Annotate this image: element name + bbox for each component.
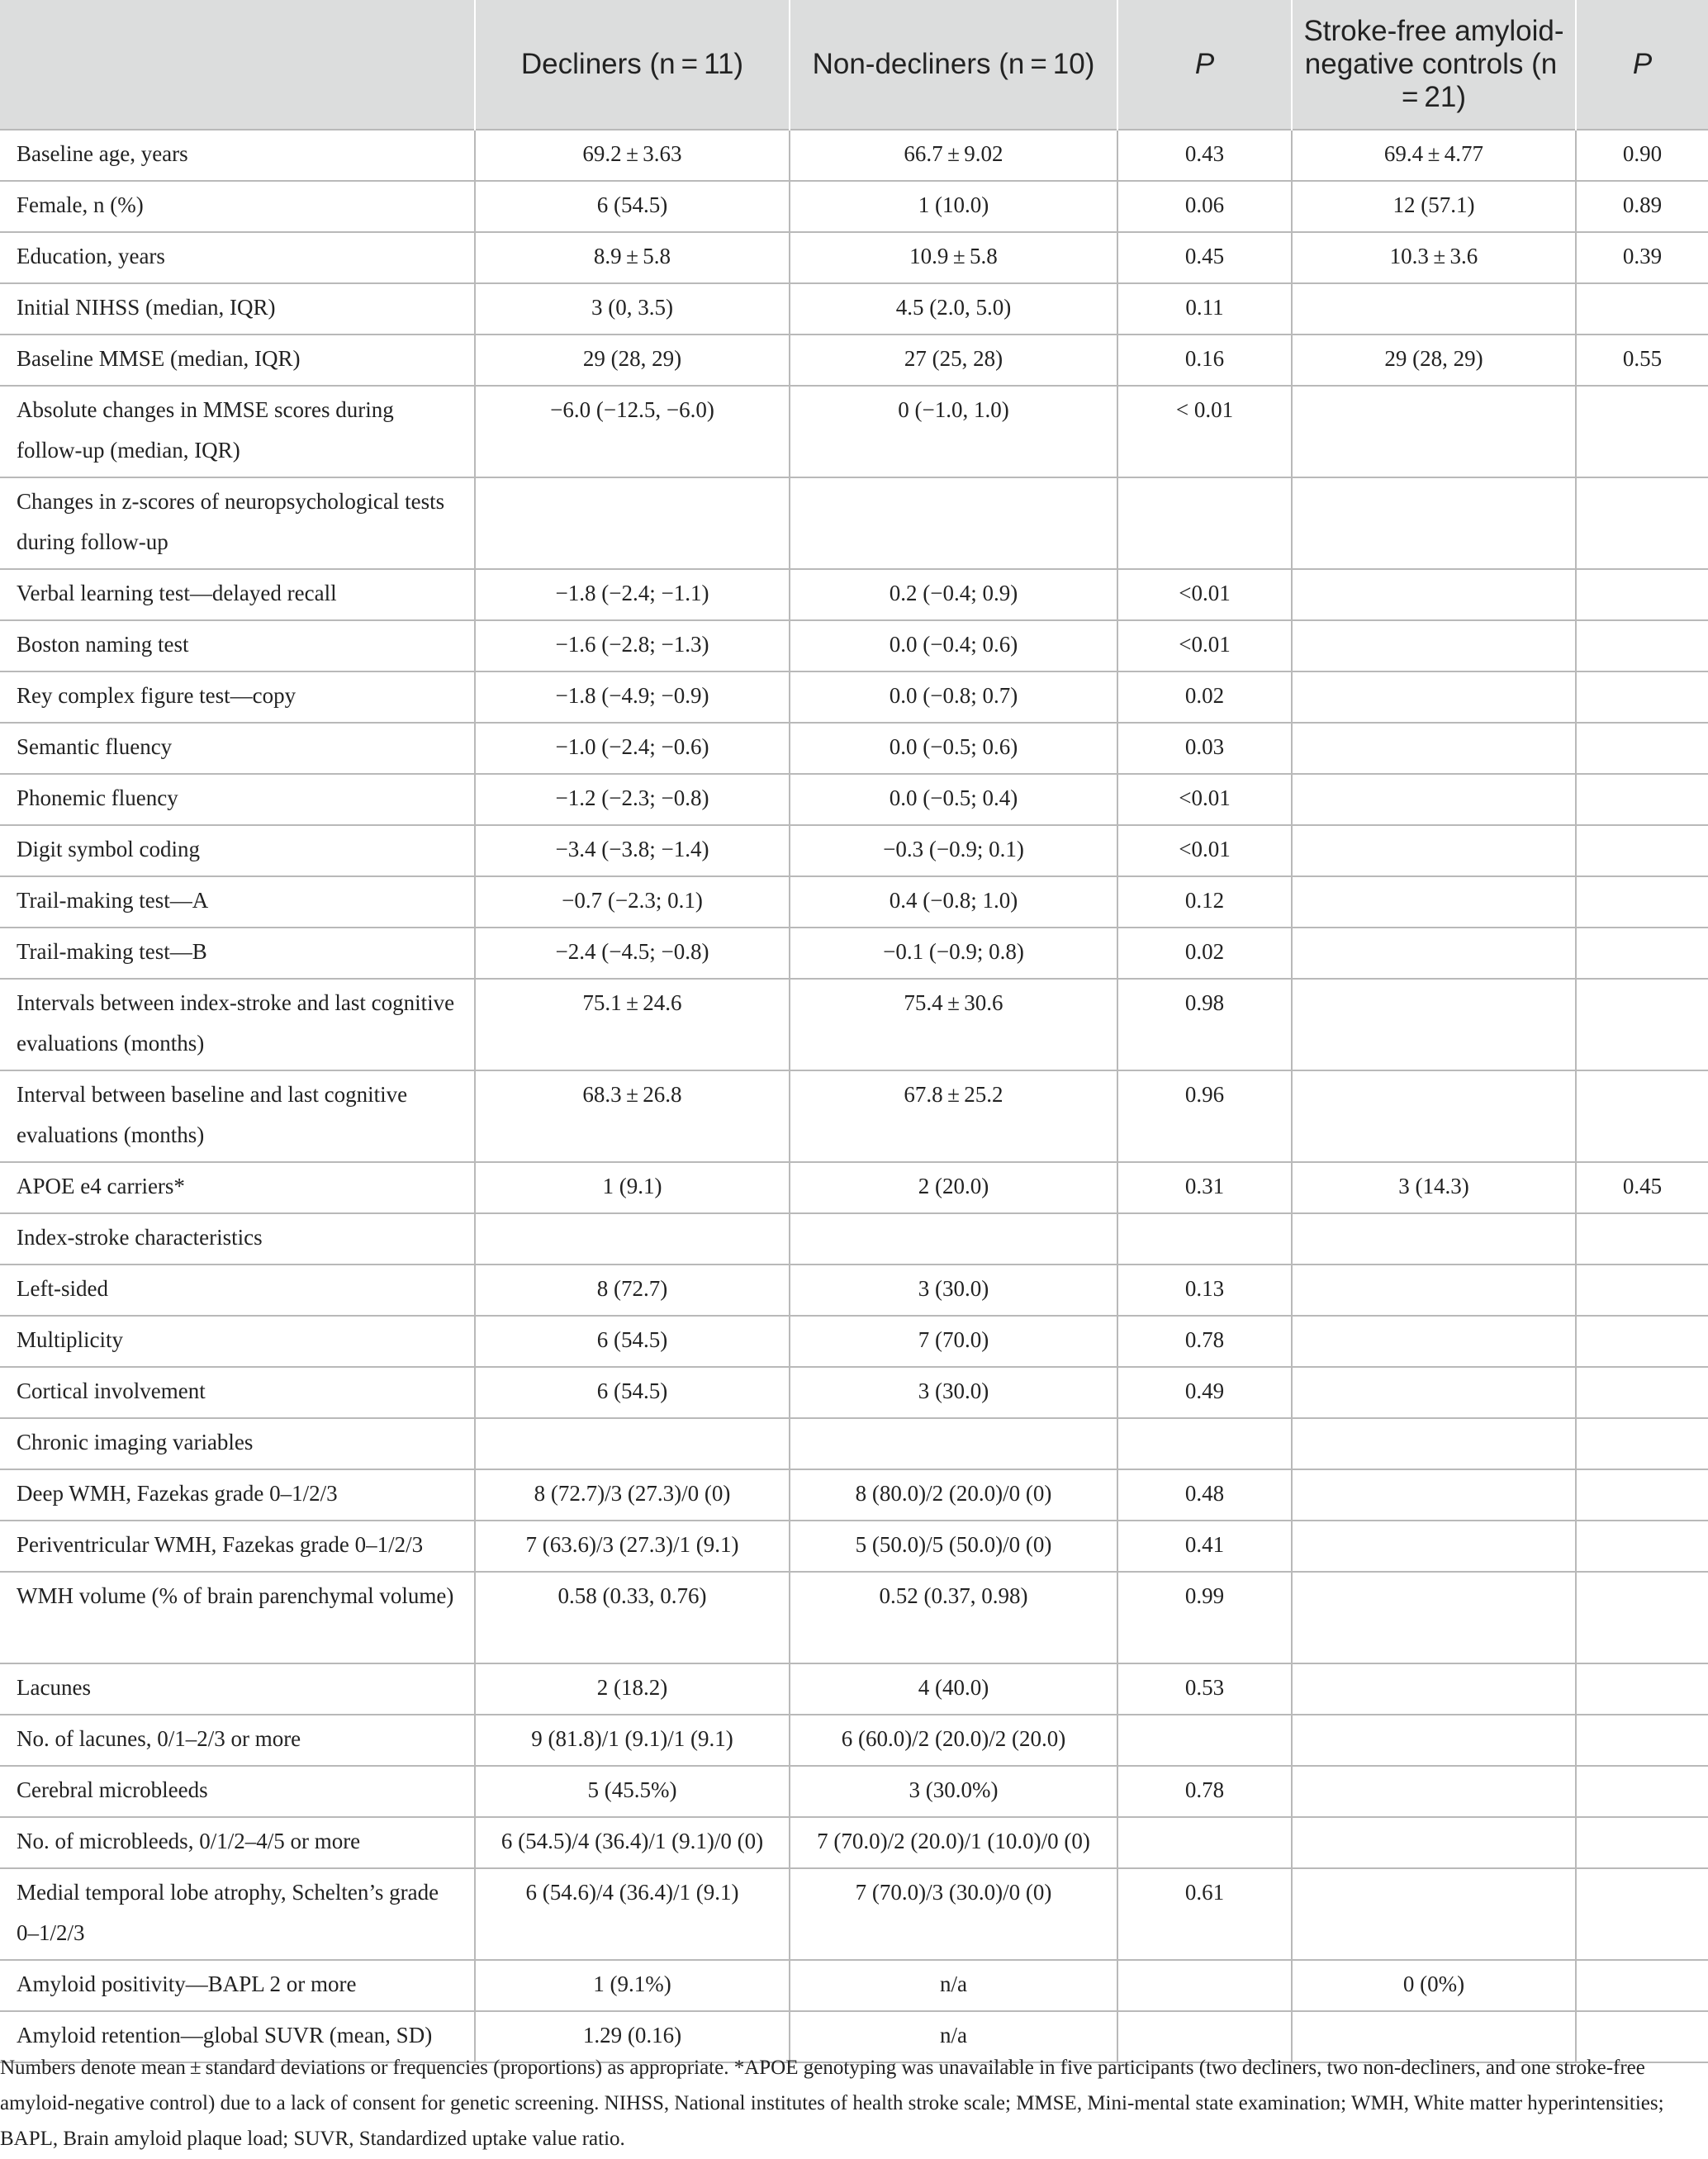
row-label: Amyloid positivity—BAPL 2 or more [0, 1960, 475, 2011]
non-decliners-cell: 8 (80.0)/2 (20.0)/0 (0) [790, 1469, 1117, 1521]
table-row [0, 335, 1708, 386]
table-body [0, 130, 1708, 2062]
decliners-cell: −1.2 (−2.3; −0.8) [475, 774, 790, 825]
decliners-cell: −3.4 (−3.8; −1.4) [475, 825, 790, 876]
p-value-cell: 0.61 [1117, 1868, 1292, 1960]
decliners-cell: 1.29 (0.16) [475, 2011, 790, 2062]
row-label: Multiplicity [0, 1316, 475, 1367]
row-label: No. of microbleeds, 0/1/2–4/5 or more [0, 1817, 475, 1868]
non-decliners-cell [790, 477, 1117, 569]
decliners-cell: 8 (72.7) [475, 1265, 790, 1316]
row-label: Lacunes [0, 1663, 475, 1715]
p-value-cell: <0.01 [1117, 620, 1292, 671]
table-footnote: Numbers denote mean ± standard deviations or frequencies (proportions) as appropriate. *APOE genotyping was unavailable in five participants (two decliners, two non-decliners, and one stroke-free amyloid-negative control) due to a lack of consent for genetic screening. NIHSS, National institutes of health stroke scale; MMSE, Mini-mental state examination; WMH, White matter hyperintensities; BAPL, Brain amyloid plaque load; SUVR, Standardized uptake value ratio. [0, 2057, 1664, 2150]
non-decliners-cell: 6 (60.0)/2 (20.0)/2 (20.0) [790, 1715, 1117, 1766]
controls-cell [1292, 1265, 1576, 1316]
controls-p-value-cell [1576, 723, 1708, 774]
decliners-cell: −0.7 (−2.3; 0.1) [475, 876, 790, 928]
controls-cell: 69.4 ± 4.77 [1292, 130, 1576, 181]
p-value-cell: 0.45 [1117, 232, 1292, 283]
controls-p-value-cell [1576, 477, 1708, 569]
row-label: Rey complex figure test—copy [0, 671, 475, 723]
decliners-cell: 6 (54.5)/4 (36.4)/1 (9.1)/0 (0) [475, 1817, 790, 1868]
table-row [0, 825, 1708, 876]
controls-cell [1292, 1469, 1576, 1521]
row-label: Index-stroke characteristics [0, 1213, 475, 1265]
controls-cell [1292, 569, 1576, 620]
table-row [0, 774, 1708, 825]
controls-p-value-cell [1576, 928, 1708, 979]
controls-cell [1292, 671, 1576, 723]
controls-cell [1292, 1418, 1576, 1469]
table-row [0, 1265, 1708, 1316]
p-value-cell: 0.16 [1117, 335, 1292, 386]
controls-cell [1292, 477, 1576, 569]
non-decliners-cell: 0.52 (0.37, 0.98) [790, 1572, 1117, 1663]
non-decliners-cell: −0.3 (−0.9; 0.1) [790, 825, 1117, 876]
p-value-cell: 0.53 [1117, 1663, 1292, 1715]
p-value-cell: 0.06 [1117, 181, 1292, 232]
table-row [0, 477, 1708, 569]
non-decliners-cell: 66.7 ± 9.02 [790, 130, 1117, 181]
row-label: Boston naming test [0, 620, 475, 671]
table-row [0, 283, 1708, 335]
controls-cell: 29 (28, 29) [1292, 335, 1576, 386]
p-value-cell [1117, 1960, 1292, 2011]
decliners-cell: 8.9 ± 5.8 [475, 232, 790, 283]
decliners-cell: 6 (54.5) [475, 181, 790, 232]
table-row [0, 1715, 1708, 1766]
table-row [0, 386, 1708, 477]
p-value-cell: 0.31 [1117, 1162, 1292, 1213]
controls-p-value-cell [1576, 1316, 1708, 1367]
controls-p-value-cell [1576, 1817, 1708, 1868]
controls-cell: 3 (14.3) [1292, 1162, 1576, 1213]
row-label: Absolute changes in MMSE scores during follow-up (median, IQR) [0, 386, 475, 477]
decliners-cell: 6 (54.5) [475, 1316, 790, 1367]
decliners-cell: 1 (9.1%) [475, 1960, 790, 2011]
controls-cell [1292, 1715, 1576, 1766]
p-value-cell [1117, 1418, 1292, 1469]
row-label: Cortical involvement [0, 1367, 475, 1418]
controls-cell [1292, 283, 1576, 335]
controls-p-value-cell: 0.89 [1576, 181, 1708, 232]
decliners-cell: 7 (63.6)/3 (27.3)/1 (9.1) [475, 1521, 790, 1572]
non-decliners-cell: n/a [790, 2011, 1117, 2062]
controls-cell: 0 (0%) [1292, 1960, 1576, 2011]
non-decliners-cell: 0 (−1.0, 1.0) [790, 386, 1117, 477]
p-value-cell [1117, 1715, 1292, 1766]
decliners-cell: 2 (18.2) [475, 1663, 790, 1715]
table-row [0, 1367, 1708, 1418]
decliners-cell: −1.0 (−2.4; −0.6) [475, 723, 790, 774]
decliners-cell: 8 (72.7)/3 (27.3)/0 (0) [475, 1469, 790, 1521]
controls-p-value-cell [1576, 386, 1708, 477]
decliners-cell: −1.8 (−4.9; −0.9) [475, 671, 790, 723]
row-label: Interval between baseline and last cognitive evaluations (months) [0, 1070, 475, 1162]
non-decliners-cell: n/a [790, 1960, 1117, 2011]
table-row [0, 671, 1708, 723]
table-row [0, 979, 1708, 1070]
controls-cell [1292, 774, 1576, 825]
p-value-cell: <0.01 [1117, 825, 1292, 876]
controls-p-value-cell [1576, 1213, 1708, 1265]
row-label: Initial NIHSS (median, IQR) [0, 283, 475, 335]
controls-p-value-cell: 0.55 [1576, 335, 1708, 386]
controls-cell [1292, 386, 1576, 477]
controls-p-value-cell [1576, 671, 1708, 723]
controls-p-value-cell [1576, 1521, 1708, 1572]
non-decliners-cell: 0.0 (−0.5; 0.4) [790, 774, 1117, 825]
controls-p-value-cell [1576, 569, 1708, 620]
row-label: Medial temporal lobe atrophy, Schelten’s grade 0–1/2/3 [0, 1868, 475, 1960]
controls-cell [1292, 1766, 1576, 1817]
header-non-decliners: Non-decliners (n = 10) [790, 0, 1117, 130]
non-decliners-cell: 10.9 ± 5.8 [790, 232, 1117, 283]
table-row [0, 1766, 1708, 1817]
row-label: APOE e4 carriers* [0, 1162, 475, 1213]
controls-p-value-cell [1576, 1766, 1708, 1817]
decliners-cell: 68.3 ± 26.8 [475, 1070, 790, 1162]
controls-p-value-cell [1576, 979, 1708, 1070]
controls-p-value-cell [1576, 1265, 1708, 1316]
controls-cell: 12 (57.1) [1292, 181, 1576, 232]
p-value-cell: < 0.01 [1117, 386, 1292, 477]
controls-p-value-cell [1576, 1070, 1708, 1162]
row-label: Baseline age, years [0, 130, 475, 181]
table-row [0, 876, 1708, 928]
non-decliners-cell: 75.4 ± 30.6 [790, 979, 1117, 1070]
row-label: Left-sided [0, 1265, 475, 1316]
decliners-cell: 6 (54.5) [475, 1367, 790, 1418]
table-row [0, 1418, 1708, 1469]
header-row [0, 0, 1708, 130]
non-decliners-cell: 3 (30.0%) [790, 1766, 1117, 1817]
non-decliners-cell: −0.1 (−0.9; 0.8) [790, 928, 1117, 979]
row-label: Cerebral microbleeds [0, 1766, 475, 1817]
p-value-cell: 0.11 [1117, 283, 1292, 335]
non-decliners-cell [790, 1418, 1117, 1469]
p-value-cell: <0.01 [1117, 774, 1292, 825]
decliners-cell: 1 (9.1) [475, 1162, 790, 1213]
controls-cell [1292, 620, 1576, 671]
controls-p-value-cell [1576, 1572, 1708, 1663]
p-value-cell: 0.48 [1117, 1469, 1292, 1521]
p-value-cell: 0.41 [1117, 1521, 1292, 1572]
row-label: Female, n (%) [0, 181, 475, 232]
table-row [0, 1469, 1708, 1521]
controls-cell: 10.3 ± 3.6 [1292, 232, 1576, 283]
controls-p-value-cell [1576, 1960, 1708, 2011]
p-value-cell: 0.13 [1117, 1265, 1292, 1316]
p-value-cell: 0.78 [1117, 1316, 1292, 1367]
row-label: No. of lacunes, 0/1–2/3 or more [0, 1715, 475, 1766]
controls-p-value-cell [1576, 1418, 1708, 1469]
controls-p-value-cell [1576, 1868, 1708, 1960]
row-label: Amyloid retention—global SUVR (mean, SD) [0, 2011, 475, 2062]
table-row [0, 1572, 1708, 1663]
row-label: Trail-making test—B [0, 928, 475, 979]
non-decliners-cell: 27 (25, 28) [790, 335, 1117, 386]
decliners-cell: 5 (45.5%) [475, 1766, 790, 1817]
controls-p-value-cell [1576, 1715, 1708, 1766]
row-label: Changes in z-scores of neuropsychological tests during follow-up [0, 477, 475, 569]
table-row [0, 569, 1708, 620]
header-p-value-2: P [1576, 0, 1708, 130]
p-value-cell: 0.03 [1117, 723, 1292, 774]
table-row [0, 1960, 1708, 2011]
table-row [0, 1070, 1708, 1162]
p-value-cell: 0.49 [1117, 1367, 1292, 1418]
controls-cell [1292, 1521, 1576, 1572]
table-row [0, 1663, 1708, 1715]
decliners-cell: 69.2 ± 3.63 [475, 130, 790, 181]
controls-cell [1292, 979, 1576, 1070]
controls-cell [1292, 928, 1576, 979]
controls-p-value-cell [1576, 774, 1708, 825]
p-value-cell [1117, 1213, 1292, 1265]
non-decliners-cell: 0.2 (−0.4; 0.9) [790, 569, 1117, 620]
controls-cell [1292, 1868, 1576, 1960]
non-decliners-cell: 2 (20.0) [790, 1162, 1117, 1213]
table-row [0, 928, 1708, 979]
decliners-cell [475, 1418, 790, 1469]
row-label: WMH volume (% of brain parenchymal volume) [0, 1572, 475, 1663]
header-variable [0, 0, 475, 130]
p-value-cell: <0.01 [1117, 569, 1292, 620]
decliners-cell: 75.1 ± 24.6 [475, 979, 790, 1070]
controls-cell [1292, 1817, 1576, 1868]
decliners-cell: −1.6 (−2.8; −1.3) [475, 620, 790, 671]
table-row [0, 232, 1708, 283]
non-decliners-cell: 4.5 (2.0, 5.0) [790, 283, 1117, 335]
p-value-cell [1117, 1817, 1292, 1868]
non-decliners-cell: 0.0 (−0.8; 0.7) [790, 671, 1117, 723]
controls-cell [1292, 1572, 1576, 1663]
row-label: Chronic imaging variables [0, 1418, 475, 1469]
p-value-cell: 0.12 [1117, 876, 1292, 928]
controls-p-value-cell: 0.90 [1576, 130, 1708, 181]
decliners-cell: 9 (81.8)/1 (9.1)/1 (9.1) [475, 1715, 790, 1766]
decliners-cell: −1.8 (−2.4; −1.1) [475, 569, 790, 620]
controls-p-value-cell [1576, 620, 1708, 671]
controls-cell [1292, 1213, 1576, 1265]
controls-p-value-cell [1576, 1367, 1708, 1418]
row-label: Intervals between index-stroke and last cognitive evaluations (months) [0, 979, 475, 1070]
controls-cell [1292, 876, 1576, 928]
decliners-cell [475, 477, 790, 569]
p-value-cell: 0.99 [1117, 1572, 1292, 1663]
decliners-cell: 29 (28, 29) [475, 335, 790, 386]
non-decliners-cell: 67.8 ± 25.2 [790, 1070, 1117, 1162]
controls-p-value-cell [1576, 1469, 1708, 1521]
controls-cell [1292, 1663, 1576, 1715]
decliners-cell: 0.58 (0.33, 0.76) [475, 1572, 790, 1663]
table-row [0, 723, 1708, 774]
table-row [0, 1868, 1708, 1960]
non-decliners-cell: 3 (30.0) [790, 1367, 1117, 1418]
controls-cell [1292, 1070, 1576, 1162]
controls-p-value-cell: 0.45 [1576, 1162, 1708, 1213]
decliners-cell [475, 1213, 790, 1265]
non-decliners-cell: 7 (70.0)/3 (30.0)/0 (0) [790, 1868, 1117, 1960]
p-value-cell: 0.43 [1117, 130, 1292, 181]
table-row [0, 1316, 1708, 1367]
row-label: Periventricular WMH, Fazekas grade 0–1/2/3 [0, 1521, 475, 1572]
p-value-cell: 0.78 [1117, 1766, 1292, 1817]
p-value-cell: 0.96 [1117, 1070, 1292, 1162]
decliners-cell: −2.4 (−4.5; −0.8) [475, 928, 790, 979]
non-decliners-cell: 7 (70.0) [790, 1316, 1117, 1367]
non-decliners-cell [790, 1213, 1117, 1265]
controls-cell [1292, 1367, 1576, 1418]
decliners-cell: 6 (54.6)/4 (36.4)/1 (9.1) [475, 1868, 790, 1960]
row-label: Digit symbol coding [0, 825, 475, 876]
table-row [0, 130, 1708, 181]
p-value-cell: 0.02 [1117, 928, 1292, 979]
non-decliners-cell: 3 (30.0) [790, 1265, 1117, 1316]
controls-p-value-cell [1576, 1663, 1708, 1715]
table-row [0, 181, 1708, 232]
table-row [0, 620, 1708, 671]
header-controls: Stroke-free amyloid-negative controls (n = 21) [1292, 0, 1576, 130]
non-decliners-cell: 0.4 (−0.8; 1.0) [790, 876, 1117, 928]
row-label: Baseline MMSE (median, IQR) [0, 335, 475, 386]
header-p-value-1: P [1117, 0, 1292, 130]
row-label: Deep WMH, Fazekas grade 0–1/2/3 [0, 1469, 475, 1521]
controls-p-value-cell [1576, 283, 1708, 335]
row-label: Verbal learning test—delayed recall [0, 569, 475, 620]
non-decliners-cell: 7 (70.0)/2 (20.0)/1 (10.0)/0 (0) [790, 1817, 1117, 1868]
table-row [0, 1521, 1708, 1572]
non-decliners-cell: 0.0 (−0.5; 0.6) [790, 723, 1117, 774]
controls-cell [1292, 723, 1576, 774]
row-label: Phonemic fluency [0, 774, 475, 825]
table-row [0, 1162, 1708, 1213]
row-label: Semantic fluency [0, 723, 475, 774]
row-label: Education, years [0, 232, 475, 283]
table-row [0, 1213, 1708, 1265]
p-value-cell: 0.98 [1117, 979, 1292, 1070]
non-decliners-cell: 4 (40.0) [790, 1663, 1117, 1715]
controls-p-value-cell: 0.39 [1576, 232, 1708, 283]
controls-cell [1292, 1316, 1576, 1367]
header-decliners: Decliners (n = 11) [475, 0, 790, 130]
controls-cell [1292, 825, 1576, 876]
controls-p-value-cell [1576, 825, 1708, 876]
controls-p-value-cell [1576, 876, 1708, 928]
table-row [0, 1817, 1708, 1868]
p-value-cell [1117, 477, 1292, 569]
decliners-cell: 3 (0, 3.5) [475, 283, 790, 335]
row-label: Trail-making test—A [0, 876, 475, 928]
decliners-cell: −6.0 (−12.5, −6.0) [475, 386, 790, 477]
non-decliners-cell: 0.0 (−0.4; 0.6) [790, 620, 1117, 671]
non-decliners-cell: 5 (50.0)/5 (50.0)/0 (0) [790, 1521, 1117, 1572]
p-value-cell: 0.02 [1117, 671, 1292, 723]
non-decliners-cell: 1 (10.0) [790, 181, 1117, 232]
